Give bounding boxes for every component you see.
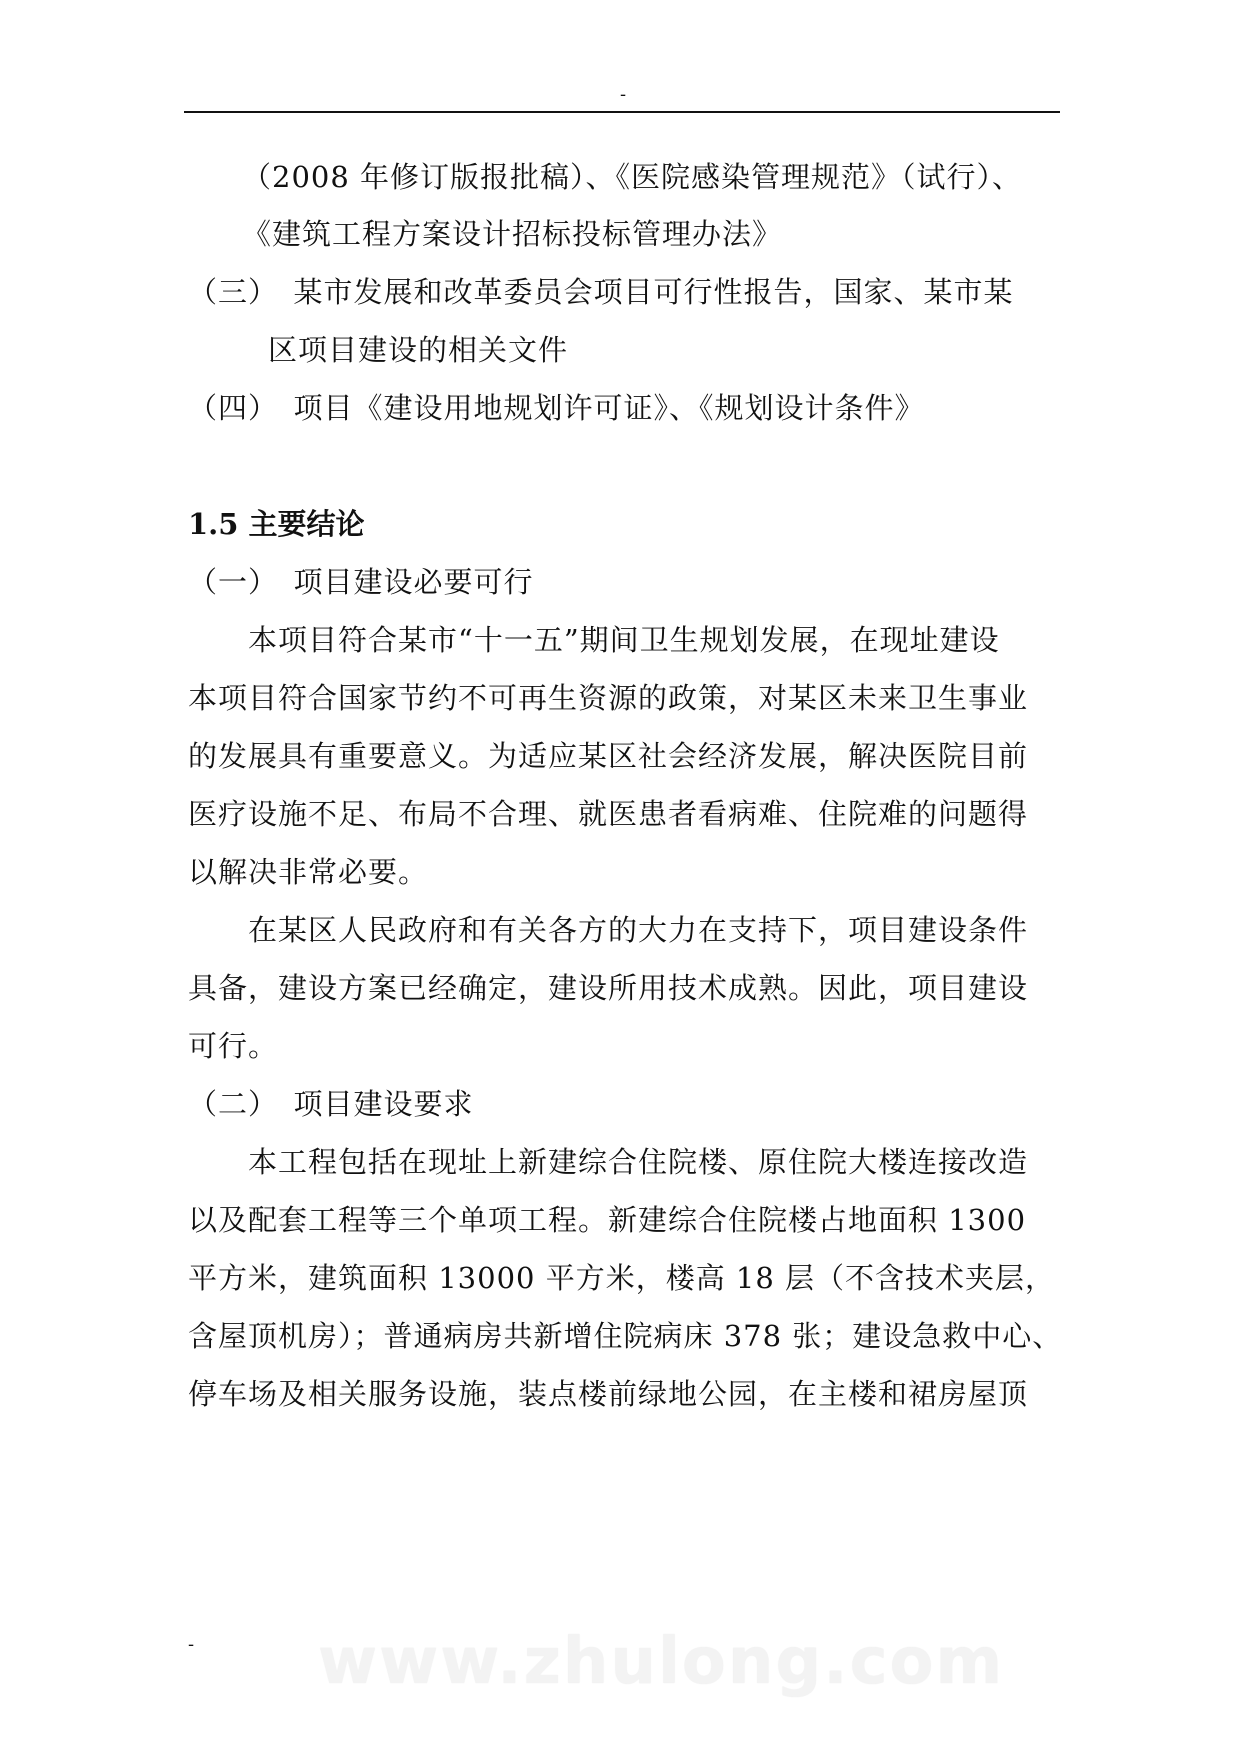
paragraph-line: 的发展具有重要意义。为适应某区社会经济发展，解决医院目前	[188, 739, 1029, 773]
paragraph-line: 可行。	[188, 1029, 279, 1063]
section-heading: 1.5 主要结论	[188, 507, 365, 541]
paragraph-line: 本工程包括在现址上新建综合住院楼、原住院大楼连接改造	[248, 1145, 1029, 1179]
paragraph-line: 医疗设施不足、布局不合理、就医患者看病难、住院难的问题得	[188, 797, 1029, 831]
paragraph-line: 以解决非常必要。	[188, 855, 429, 889]
header-rule	[184, 111, 1060, 113]
paragraph-line: 平方米，建筑面积 13000 平方米，楼高 18 层（不含技术夹层，	[188, 1261, 1056, 1295]
list-item-4: （四） 项目《建设用地规划许可证》、《规划设计条件》	[188, 391, 925, 425]
paragraph-line: 停车场及相关服务设施，装点楼前绿地公园，在主楼和裙房屋顶	[188, 1377, 1029, 1411]
paragraph-line: 含屋顶机房）；普通病房共新增住院病床 378 张；建设急救中心、	[188, 1319, 1063, 1353]
paragraph-line: 本项目符合某市“十一五”期间卫生规划发展，在现址建设	[248, 623, 1000, 657]
text-line: 区项目建设的相关文件	[268, 333, 569, 367]
text-line: 《建筑工程方案设计招标投标管理办法》	[242, 217, 783, 251]
subsection-heading-1: （一） 项目建设必要可行	[188, 565, 534, 599]
list-item-3: （三） 某市发展和改革委员会项目可行性报告，国家、某市某	[188, 275, 1014, 309]
paragraph-line: 以及配套工程等三个单项工程。新建综合住院楼占地面积 1300	[188, 1203, 1027, 1237]
paragraph-line: 本项目符合国家节约不可再生资源的政策，对某区未来卫生事业	[188, 681, 1029, 715]
paragraph-line: 具备，建设方案已经确定，建设所用技术成熟。因此，项目建设	[188, 971, 1029, 1005]
header-mark: -	[620, 84, 627, 105]
text-line: （2008 年修订版报批稿）、《医院感染管理规范》（试行）、	[242, 160, 1023, 194]
watermark: www.zhulong.com	[318, 1625, 1005, 1699]
paragraph-line: 在某区人民政府和有关各方的大力在支持下，项目建设条件	[248, 913, 1029, 947]
footer-mark: -	[188, 1634, 195, 1655]
subsection-heading-2: （二） 项目建设要求	[188, 1087, 474, 1121]
